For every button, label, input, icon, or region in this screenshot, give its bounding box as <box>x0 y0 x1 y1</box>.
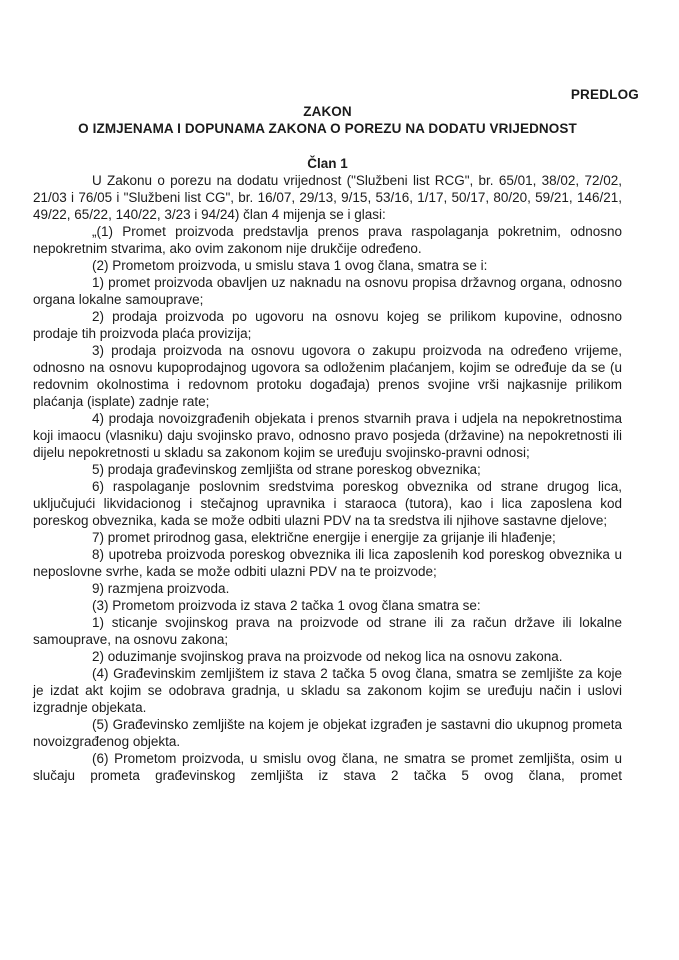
paragraph-2-item-9: 9) razmjena proizvoda. <box>92 581 230 596</box>
paragraph-2-item-5: 5) prodaja građevinskog zemljišta od strane poreskog obveznika; <box>92 462 481 477</box>
document-body <box>33 172 622 784</box>
paragraph-2-item-7: 7) promet prirodnog gasa, električne energije i energije za grijanje ili hlađenje; <box>92 530 556 545</box>
paragraph-6-continued: (6) Prometom proizvoda, u smislu ovog člana, ne smatra se promet zemljišta, osim u slučaju prometa građevinskog zemljišta iz stava 2 tačka 5 ovog člana, promet <box>33 751 622 783</box>
paragraph-3: (3) Prometom proizvoda iz stava 2 tačka 1 ovog člana smatra se: <box>92 598 481 613</box>
paragraph-3-item-2: 2) oduzimanje svojinskog prava na proizvode od nekog lica na osnovu zakona. <box>92 649 563 664</box>
paragraph-2-item-6: 6) raspolaganje poslovnim sredstvima poreskog obveznika od strane drugog lica, uključujući likvidacionog i stečajnog upravnika i staraoca (tutora), kao i lica zaposlena kod poreskog obveznika, kada se može odbiti ulazni PDV na ta sredstva ili njihove sastavne djelove; <box>33 479 622 528</box>
document-corner-label: PREDLOG <box>570 87 639 102</box>
paragraph-intro: U Zakonu o porezu na dodatu vrijednost ("Službeni list RCG", br. 65/01, 38/02, 72/02, 21/03 i 76/05 i "Službeni list CG", br. 16/07, 29/13, 9/15, 53/16, 1/17, 50/17, 80/20, 59/21, 146/21, 49/22, 65/22, 140/22, 3/23 i 94/24) član 4 mijenja se i glasi: <box>33 173 622 222</box>
article-heading: Član 1 <box>307 156 348 171</box>
paragraph-2-item-1: 1) promet proizvoda obavljen uz naknadu na osnovu propisa državnog organa, odnosno organa lokalne samouprave; <box>33 275 622 307</box>
paragraph-4: (4) Građevinskim zemljištem iz stava 2 tačka 5 ovog člana, smatra se zemljište za koje je izdat akt kojim se odobrava gradnja, u skladu sa zakonom kojim se uređuju način i uslovi izgradnje objekata. <box>33 666 622 715</box>
paragraph-2-item-4: 4) prodaja novoizgrađenih objekata i prenos stvarnih prava i udjela na nepokretnostima koji imaocu (vlasniku) daju svojinsko pravo, odnosno pravo posjeda (državine) na nepokretnosti ili dijelu nepokretnosti u skladu sa zakonom kojim se uređuju svojinsko-pravni odnosi; <box>33 411 622 460</box>
paragraph-2-item-8: 8) upotreba proizvoda poreskog obveznika ili lica zaposlenih kod poreskog obveznika u neposlovne svrhe, kada se može odbiti ulazni PDV na te proizvode; <box>33 547 622 579</box>
paragraph-3-item-1: 1) sticanje svojinskog prava na proizvode od strane ili za račun države ili lokalne samouprave, na osnovu zakona; <box>33 615 622 647</box>
document-title-line1: ZAKON <box>303 104 352 119</box>
paragraph-1: „(1) Promet proizvoda predstavlja prenos prava raspolaganja pokretnim, odnosno nepokretnim stvarima, ako ovim zakonom nije drukčije određeno. <box>33 224 622 256</box>
paragraph-2-item-2: 2) prodaja proizvoda po ugovoru na osnovu kojeg se prilikom kupovine, odnosno prodaje tih proizvoda plaća provizija; <box>33 309 622 341</box>
document-title-line2: O IZMJENAMA I DOPUNAMA ZAKONA O POREZU NA DODATU VRIJEDNOST <box>78 121 577 136</box>
paragraph-2: (2) Prometom proizvoda, u smislu stava 1 ovog člana, smatra se i: <box>92 258 488 273</box>
paragraph-5: (5) Građevinsko zemljište na kojem je objekat izgrađen je sastavni dio ukupnog prometa novoizgrađenog objekta. <box>33 717 622 749</box>
paragraph-2-item-3: 3) prodaja proizvoda na osnovu ugovora o zakupu proizvoda na određeno vrijeme, odnosno na osnovu kupoprodajnog ugovora sa odloženim plaćanjem, kojim se određuje da se (u redovnim okolnostima i redovnom protoku događaja) prenos svojine vrši najkasnije prilikom plaćanja (isplate) zadnje rate; <box>33 343 622 409</box>
